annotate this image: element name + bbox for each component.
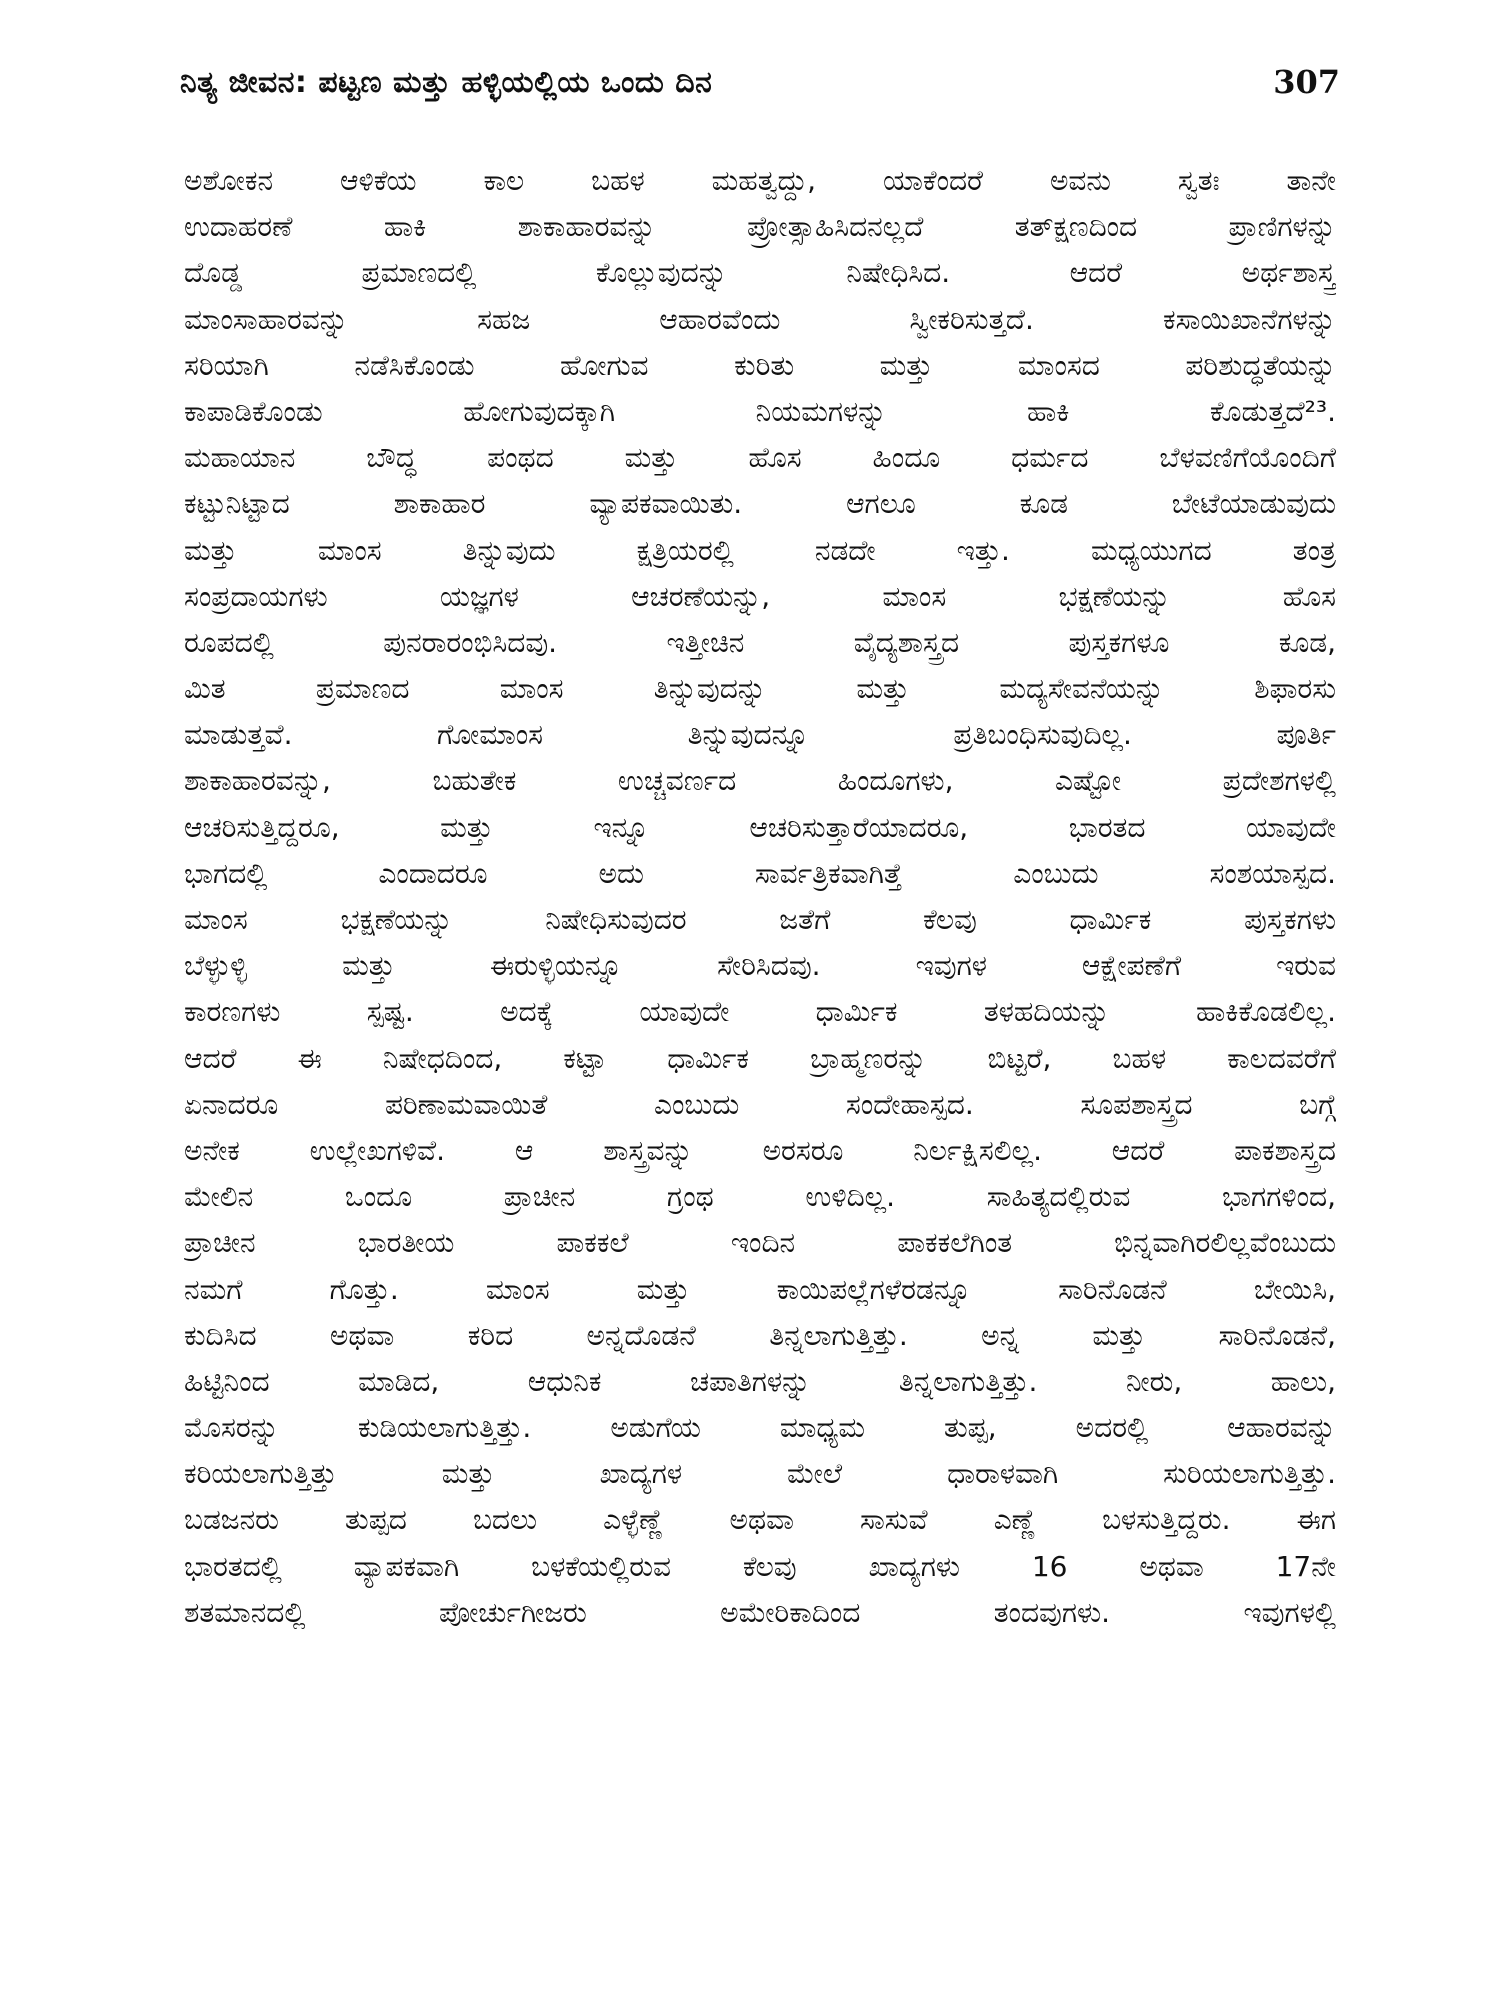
text-line: ಏನಾದರೂ ಪರಿಣಾಮವಾಯಿತೆ ಎಂಬುದು ಸಂದೇಹಾಸ್ಪದ. ಸೂಪಶಾಸ್ತ್ರದ ಬಗ್ಗೆ [184,1087,1336,1121]
text-line: ಮೊಸರನ್ನು ಕುಡಿಯಲಾಗುತ್ತಿತ್ತು. ಅಡುಗೆಯ ಮಾಧ್ಯಮ ತುಪ್ಪ, ಅದರಲ್ಲಿ ಆಹಾರವನ್ನು [184,1411,1336,1445]
text-line: ಉದಾಹರಣೆ ಹಾಕಿ ಶಾಕಾಹಾರವನ್ನು ಪ್ರೋತ್ಸಾಹಿಸಿದನಲ್ಲದೆ ತತ್‌ಕ್ಷಣದಿಂದ ಪ್ರಾಣಿಗಳನ್ನು [184,210,1336,244]
text-line: ಅನೇಕ ಉಲ್ಲೇಖಗಳಿವೆ. ಆ ಶಾಸ್ತ್ರವನ್ನು ಅರಸರೂ ನಿರ್ಲಕ್ಷಿಸಲಿಲ್ಲ. ಆದರೆ ಪಾಕಶಾಸ್ತ್ರದ [184,1133,1336,1167]
body-paragraph [184,158,1336,1636]
text-line: ಆಚರಿಸುತ್ತಿದ್ದರೂ, ಮತ್ತು ಇನ್ನೂ ಆಚರಿಸುತ್ತಾರೆಯಾದರೂ, ಭಾರತದ ಯಾವುದೇ [184,810,1336,844]
text-line: ರೂಪದಲ್ಲಿ ಪುನರಾರಂಭಿಸಿದವು. ಇತ್ತೀಚಿನ ವೈದ್ಯಶಾಸ್ತ್ರದ ಪುಸ್ತಕಗಳೂ ಕೂಡ, [184,625,1336,659]
text-line: ಮಾಡುತ್ತವೆ. ಗೋಮಾಂಸ ತಿನ್ನುವುದನ್ನೂ ಪ್ರತಿಬಂಧಿಸುವುದಿಲ್ಲ. ಪೂರ್ತಿ [184,718,1336,752]
text-line: ಶತಮಾನದಲ್ಲಿ ಪೋರ್ಚುಗೀಜರು ಅಮೇರಿಕಾದಿಂದ ತಂದವುಗಳು. ಇವುಗಳಲ್ಲಿ [184,1595,1336,1629]
text-line: ಪ್ರಾಚೀನ ಭಾರತೀಯ ಪಾಕಕಲೆ ಇಂದಿನ ಪಾಕಕಲೆಗಿಂತ ಭಿನ್ನವಾಗಿರಲಿಲ್ಲವೆಂಬುದು [184,1226,1336,1260]
text-line: ಬಡಜನರು ತುಪ್ಪದ ಬದಲು ಎಳ್ಳೆಣ್ಣೆ ಅಥವಾ ಸಾಸುವೆ ಎಣ್ಣೆ ಬಳಸುತ್ತಿದ್ದರು. ಈಗ [184,1503,1336,1537]
running-head [180,52,1340,112]
text-line: ಮತ್ತು ಮಾಂಸ ತಿನ್ನುವುದು ಕ್ಷತ್ರಿಯರಲ್ಲಿ ನಡದೇ ಇತ್ತು. ಮಧ್ಯಯುಗದ ತಂತ್ರ [184,533,1336,567]
text-line: ಕಾಪಾಡಿಕೊಂಡು ಹೋಗುವುದಕ್ಕಾಗಿ ನಿಯಮಗಳನ್ನು ಹಾಕಿ ಕೊಡುತ್ತದೆ²³. [184,394,1336,428]
text-line: ಬೆಳ್ಳುಳ್ಳಿ ಮತ್ತು ಈರುಳ್ಳಿಯನ್ನೂ ಸೇರಿಸಿದವು. ಇವುಗಳ ಆಕ್ಷೇಪಣೆಗೆ ಇರುವ [184,949,1336,983]
running-title: ನಿತ್ಯ ಜೀವನ: ಪಟ್ಟಣ ಮತ್ತು ಹಳ್ಳಿಯಲ್ಲಿಯ ಒಂದು ದಿನ [180,64,713,100]
text-line: ಮಾಂಸ ಭಕ್ಷಣೆಯನ್ನು ನಿಷೇಧಿಸುವುದರ ಜತೆಗೆ ಕೆಲವು ಧಾರ್ಮಿಕ ಪುಸ್ತಕಗಳು [184,903,1336,936]
text-line: ಆದರೆ ಈ ನಿಷೇಧದಿಂದ, ಕಟ್ಟಾ ಧಾರ್ಮಿಕ ಬ್ರಾಹ್ಮಣರನ್ನು ಬಿಟ್ಟರೆ, ಬಹಳ ಕಾಲದವರೆಗೆ [184,1041,1336,1075]
text-line: ಭಾಗದಲ್ಲಿ ಎಂದಾದರೂ ಅದು ಸಾರ್ವತ್ರಿಕವಾಗಿತ್ತೆ ಎಂಬುದು ಸಂಶಯಾಸ್ಪದ. [184,856,1336,890]
text-line: ನಮಗೆ ಗೊತ್ತು. ಮಾಂಸ ಮತ್ತು ಕಾಯಿಪಲ್ಲೆಗಳೆರಡನ್ನೂ ಸಾರಿನೊಡನೆ ಬೇಯಿಸಿ, [184,1272,1336,1306]
text-line: ಕಟ್ಟುನಿಟ್ಟಾದ ಶಾಕಾಹಾರ ವ್ಯಾಪಕವಾಯಿತು. ಆಗಲೂ ಕೂಡ ಬೇಟೆಯಾಡುವುದು [184,487,1336,521]
text-line: ಮೇಲಿನ ಒಂದೂ ಪ್ರಾಚೀನ ಗ್ರಂಥ ಉಳಿದಿಲ್ಲ. ಸಾಹಿತ್ಯದಲ್ಲಿರುವ ಭಾಗಗಳಿಂದ, [184,1180,1336,1214]
text-line: ಸರಿಯಾಗಿ ನಡೆಸಿಕೊಂಡು ಹೋಗುವ ಕುರಿತು ಮತ್ತು ಮಾಂಸದ ಪರಿಶುದ್ಧತೆಯನ್ನು [184,348,1336,382]
text-line: ಮಹಾಯಾನ ಬೌದ್ಧ ಪಂಥದ ಮತ್ತು ಹೊಸ ಹಿಂದೂ ಧರ್ಮದ ಬೆಳವಣಿಗೆಯೊಂದಿಗೆ [184,441,1336,475]
text-line: ಹಿಟ್ಟಿನಿಂದ ಮಾಡಿದ, ಆಧುನಿಕ ಚಪಾತಿಗಳನ್ನು ತಿನ್ನಲಾಗುತ್ತಿತ್ತು. ನೀರು, ಹಾಲು, [184,1364,1336,1398]
text-line: ಮಾಂಸಾಹಾರವನ್ನು ಸಹಜ ಆಹಾರವೆಂದು ಸ್ವೀಕರಿಸುತ್ತದೆ. ಕಸಾಯಿಖಾನೆಗಳನ್ನು [184,302,1336,336]
text-line: ಕಾರಣಗಳು ಸ್ಪಷ್ಟ. ಅದಕ್ಕೆ ಯಾವುದೇ ಧಾರ್ಮಿಕ ತಳಹದಿಯನ್ನು ಹಾಕಿಕೊಡಲಿಲ್ಲ. [184,995,1336,1029]
page-number: 307 [1273,63,1340,101]
text-line: ಮಿತ ಪ್ರಮಾಣದ ಮಾಂಸ ತಿನ್ನುವುದನ್ನು ಮತ್ತು ಮದ್ಯಸೇವನೆಯನ್ನು ಶಿಫಾರಸು [184,672,1336,706]
text-line: ಭಾರತದಲ್ಲಿ ವ್ಯಾಪಕವಾಗಿ ಬಳಕೆಯಲ್ಲಿರುವ ಕೆಲವು ಖಾದ್ಯಗಳು 16 ಅಥವಾ 17ನೇ [184,1549,1336,1583]
text-line: ಕುದಿಸಿದ ಅಥವಾ ಕರಿದ ಅನ್ನದೊಡನೆ ತಿನ್ನಲಾಗುತ್ತಿತ್ತು. ಅನ್ನ ಮತ್ತು ಸಾರಿನೊಡನೆ, [184,1318,1336,1352]
text-line: ಅಶೋಕನ ಆಳಿಕೆಯ ಕಾಲ ಬಹಳ ಮಹತ್ವದ್ದು, ಯಾಕೆಂದರೆ ಅವನು ಸ್ವತಃ ತಾನೇ [184,164,1336,197]
text-line: ಸಂಪ್ರದಾಯಗಳು ಯಜ್ಞಗಳ ಆಚರಣೆಯನ್ನು, ಮಾಂಸ ಭಕ್ಷಣೆಯನ್ನು ಹೊಸ [184,579,1336,613]
text-line: ದೊಡ್ಡ ಪ್ರಮಾಣದಲ್ಲಿ ಕೊಲ್ಲುವುದನ್ನು ನಿಷೇಧಿಸಿದ. ಆದರೆ ಅರ್ಥಶಾಸ್ತ್ರ [184,256,1336,290]
text-line: ಕರಿಯಲಾಗುತ್ತಿತ್ತು ಮತ್ತು ಖಾದ್ಯಗಳ ಮೇಲೆ ಧಾರಾಳವಾಗಿ ಸುರಿಯಲಾಗುತ್ತಿತ್ತು. [184,1457,1336,1491]
text-line: ಶಾಕಾಹಾರವನ್ನು, ಬಹುತೇಕ ಉಚ್ಚವರ್ಣದ ಹಿಂದೂಗಳು, ಎಷ್ಟೋ ಪ್ರದೇಶಗಳಲ್ಲಿ [184,764,1336,798]
